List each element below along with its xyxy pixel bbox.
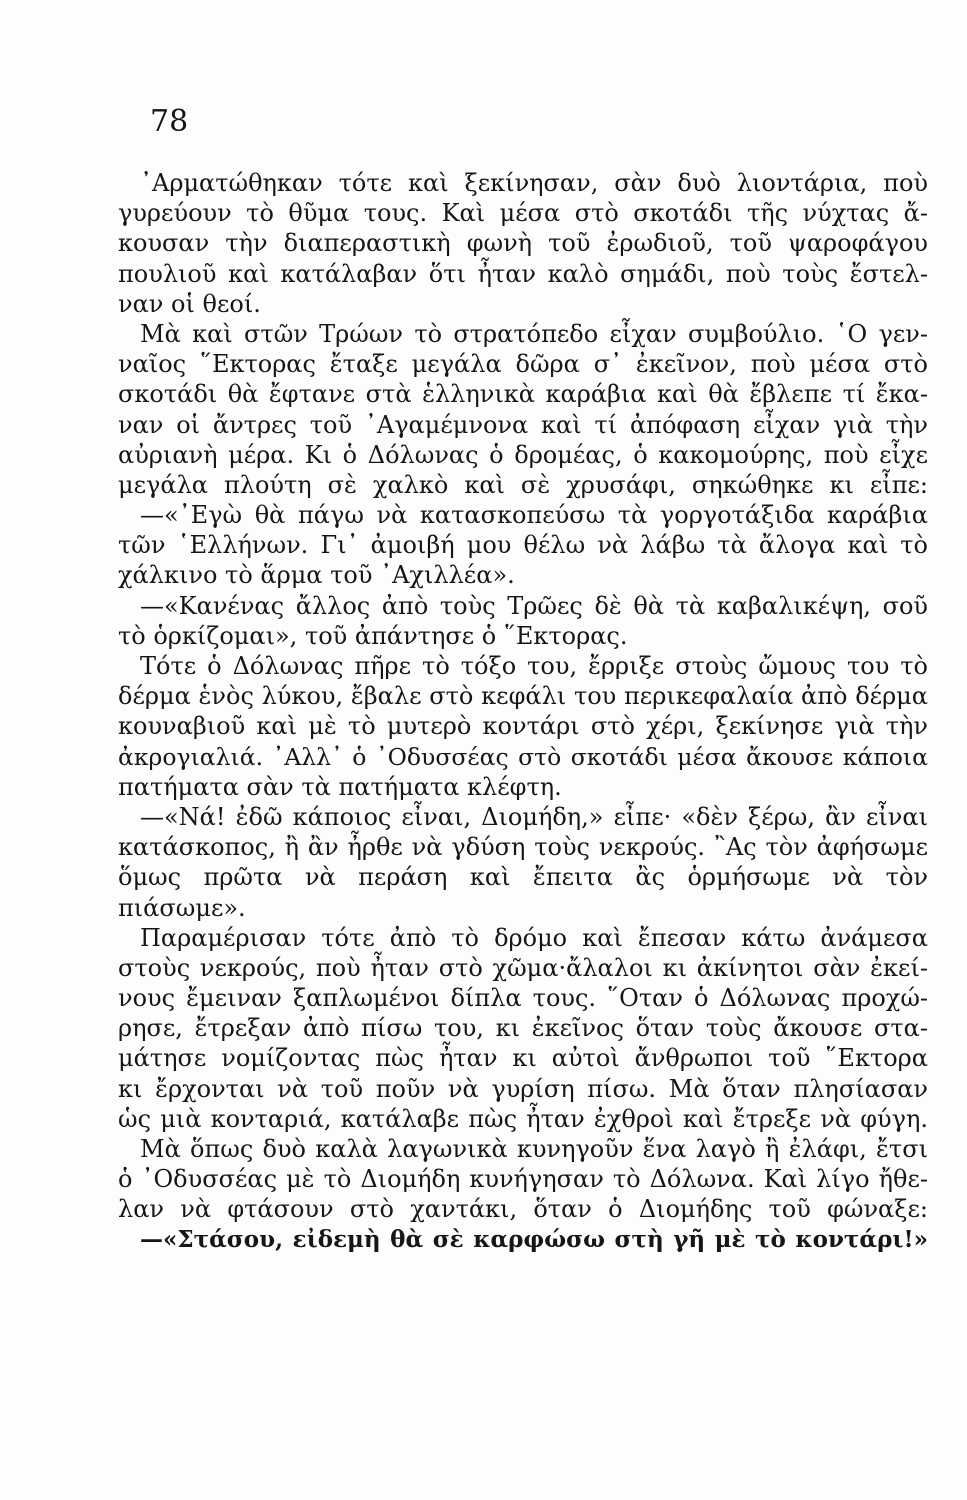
text-line: ναν οἱ θεοί. (118, 289, 261, 318)
text-line: στοὺς νεκρούς, ποὺ ἦταν στὸ χῶμα·ἄλαλοι κι ἀκίνητοι σὰν ἐκεί- (118, 953, 928, 982)
text-line: ὅμως πρῶτα νὰ περάση καὶ ἔπειτα ἂς ὁρμήσωμε νὰ τὸν (118, 863, 928, 892)
text-line: Παραμέρισαν τότε ἀπὸ τὸ δρόμο καὶ ἔπεσαν κάτω ἀνάμεσα (140, 923, 928, 952)
text-line: δέρμα ἑνὸς λύκου, ἔβαλε στὸ κεφάλι του περικεφαλαία ἀπὸ δέρμα (118, 682, 928, 711)
text-line: —«᾿Εγὼ θὰ πάγω νὰ κατασκοπεύσω τὰ γοργοτάξιδα καράβια (140, 501, 928, 530)
text-line: —«Νά! ἐδῶ κάποιος εἶναι, Διομήδη,» εἶπε· «δὲν ξέρω, ἂν εἶναι (140, 802, 928, 831)
text-line: ὁ ᾿Οδυσσέας μὲ τὸ Διομήδη κυνήγησαν τὸ Δόλωνα. Καὶ λίγο ἤθε- (118, 1165, 928, 1194)
text-line: ρησε, ἔτρεξαν ἀπὸ πίσω του, κι ἐκεῖνος ὅταν τοὺς ἄκουσε στα- (118, 1014, 928, 1043)
text-line: ὡς μιὰ κονταριά, κατάλαβε πὼς ἦταν ἐχθροὶ καὶ ἔτρεξε νὰ φύγη. (118, 1104, 928, 1133)
text-line: κι ἔρχονται νὰ τοῦ ποῦν νὰ γυρίση πίσω. Μὰ ὅταν πλησίασαν (118, 1074, 928, 1103)
text-line: τὸ ὁρκίζομαι», τοῦ ἀπάντησε ὁ ῞Εκτορας. (118, 621, 628, 650)
text-line: γυρεύουν τὸ θῦμα τους. Καὶ μέσα στὸ σκοτάδι τῆς νύχτας ἄ- (118, 199, 928, 228)
text-line: λαν νὰ φτάσουν στὸ χαντάκι, ὅταν ὁ Διομήδης τοῦ φώναξε: (118, 1195, 928, 1224)
text-line: χάλκινο τὸ ἅρμα τοῦ ᾿Αχιλλέα». (118, 561, 515, 590)
text-line: Μὰ ὅπως δυὸ καλὰ λαγωνικὰ κυνηγοῦν ἕνα λαγὸ ἢ ἐλάφι, ἔτσι (140, 1135, 928, 1163)
text-line: σκοτάδι θὰ ἔφτανε στὰ ἑλληνικὰ καράβια καὶ θὰ ἔβλεπε τί ἔκα- (118, 380, 928, 409)
page-number: 78 (150, 104, 189, 139)
text-line: ναῖος ῞Εκτορας ἔταξε μεγάλα δῶρα σ᾿ ἐκεῖνον, ποὺ μέσα στὸ (118, 350, 928, 379)
text-line: αὐριανὴ μέρα. Κι ὁ Δόλωνας ὁ δρομέας, ὁ κακομούρης, ποὺ εἶχε (118, 440, 928, 469)
text-line: κατάσκοπος, ἢ ἂν ἦρθε νὰ γδύση τοὺς νεκρούς. ῍Ας τὸν ἀφήσωμε (118, 833, 928, 862)
text-line: μάτησε νομίζοντας πὼς ἦταν κι αὐτοὶ ἄνθρωποι τοῦ ῞Εκτορα (118, 1044, 928, 1073)
text-line: —«Στάσου, εἰδεμὴ θὰ σὲ καρφώσω στὴ γῆ μὲ τὸ κοντάρι!» (140, 1225, 928, 1253)
text-line: ναν οἱ ἄντρες τοῦ ᾿Αγαμέμνονα καὶ τί ἀπόφαση εἶχαν γιὰ τὴν (118, 410, 928, 439)
text-line: Τότε ὁ Δόλωνας πῆρε τὸ τόξο του, ἔρριξε στοὺς ὤμους του τὸ (140, 652, 928, 680)
text-line: κουναβιοῦ καὶ μὲ τὸ μυτερὸ κοντάρι στὸ χέρι, ξεκίνησε γιὰ τὴν (118, 712, 928, 741)
text-line: ᾿Αρματώθηκαν τότε καὶ ξεκίνησαν, σὰν δυὸ λιοντάρια, ποὺ (140, 169, 928, 197)
text-line: τῶν ῾Ελλήνων. Γι᾿ ἀμοιβή μου θέλω νὰ λάβω τὰ ἄλογα καὶ τὸ (118, 531, 928, 560)
text-line: μεγάλα πλούτη σὲ χαλκὸ καὶ σὲ χρυσάφι, σηκώθηκε κι εἶπε: (118, 470, 928, 499)
text-line: —«Κανένας ἄλλος ἀπὸ τοὺς Τρῶες δὲ θὰ τὰ καβαλικέψη, σοῦ (140, 591, 928, 620)
body-text (118, 168, 928, 1255)
text-line: Μὰ καὶ στῶν Τρώων τὸ στρατόπεδο εἶχαν συμβούλιο. ῾Ο γεν- (140, 319, 928, 348)
text-line: πατήματα σὰν τὰ πατήματα κλέφτη. (118, 772, 562, 801)
text-line: πιάσωμε». (118, 893, 246, 922)
text-line: κουσαν τὴν διαπεραστικὴ φωνὴ τοῦ ἐρωδιοῦ, τοῦ ψαροφάγου (118, 229, 928, 258)
text-line: πουλιοῦ καὶ κατάλαβαν ὅτι ἦταν καλὸ σημάδι, ποὺ τοὺς ἔστελ- (118, 259, 928, 288)
text-line: νους ἔμειναν ξαπλωμένοι δίπλα τους. ῞Οταν ὁ Δόλωνας προχώ- (118, 984, 928, 1013)
text-line: ἀκρογιαλιά. ᾿Αλλ᾿ ὁ ᾿Οδυσσέας στὸ σκοτάδι μέσα ἄκουσε κάποια (118, 742, 928, 771)
